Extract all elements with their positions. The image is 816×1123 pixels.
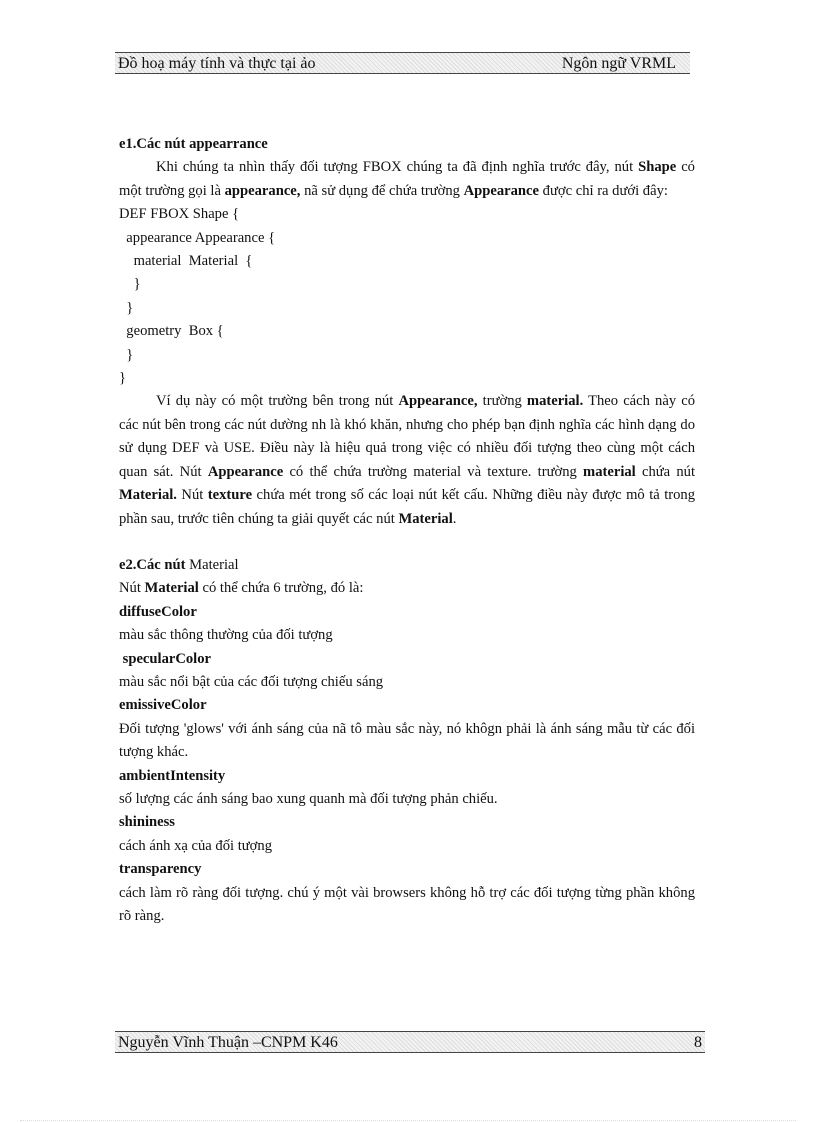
field-name-diffusecolor: diffuseColor: [119, 603, 197, 620]
header-title-right: Ngôn ngữ VRML: [561, 55, 676, 72]
field-desc-diffusecolor: màu sắc thông thường của đối tượng: [119, 627, 333, 644]
code-line: }: [119, 346, 134, 363]
section1-heading: e1.Các nút appearrance: [119, 136, 268, 152]
field-desc-transparency: cách làm rõ ràng đối tượng. chú ý một vài browsers không hỗ trợ các đối tượng từng phần không rõ ràng.: [119, 884, 695, 924]
page-edge-divider: [20, 1120, 796, 1121]
section1-paragraph2: Ví dụ này có một trường bên trong nút Appearance, trường material. Theo cách này có các nút bên trong các nút dường nh là khó khăn, nhưng cho phép bạn định nghĩa các hình dạng do sử dụng DEF và USE. Điều này là hiệu quả trong việc có nhiều đối tượng theo cùng một cách quan sát. Nút Appearance có thể chứa trường material và texture. trường material chứa nút Material. Nút texture chứa mét trong số các loại nút kết cấu. Những điều này được mô tả trong phần sau, trước tiên chúng ta giải quyết các nút Material.: [119, 393, 696, 527]
footer-author: Nguyễn Vĩnh Thuận –CNPM K46: [118, 1034, 338, 1051]
code-line: material Material {: [119, 253, 253, 270]
code-line: }: [119, 299, 134, 316]
document-body: [119, 133, 695, 928]
code-line: }: [119, 370, 127, 387]
field-desc-ambientintensity: số lượng các ánh sáng bao xung quanh mà đối tượng phản chiếu.: [119, 790, 498, 807]
field-desc-shininess: cách ánh xạ của đối tượng: [119, 837, 272, 854]
field-name-emissivecolor: emissiveColor: [119, 697, 207, 714]
page-header: [115, 52, 690, 74]
header-title-left: Đồ hoạ máy tính và thực tại ảo: [118, 55, 316, 72]
page-footer: [115, 1031, 705, 1053]
field-desc-specularcolor: màu sắc nổi bật của các đối tượng chiếu sáng: [119, 673, 384, 690]
code-line: appearance Appearance {: [119, 229, 276, 246]
code-line: }: [119, 276, 141, 293]
code-block: [119, 203, 695, 390]
field-name-specularcolor: specularColor: [119, 650, 212, 667]
field-name-ambientintensity: ambientIntensity: [119, 767, 226, 784]
field-desc-emissivecolor: Đối tượng 'glows' với ánh sáng của nã tô màu sắc này, nó khôgn phải là ánh sáng mẫu từ các đối tượng khác.: [119, 720, 695, 761]
field-name-transparency: transparency: [119, 861, 202, 878]
section2-intro: Nút Material có thể chứa 6 trường, đó là:: [119, 580, 364, 597]
section1-paragraph1: Khi chúng ta nhìn thấy đối tượng FBOX chúng ta đã định nghĩa trước đây, nút Shape có một trường gọi là appearance, nã sử dụng để chứa trường Appearance được chỉ ra dưới đây:: [119, 159, 695, 199]
code-line: geometry Box {: [119, 323, 224, 340]
section2-heading: e2.Các nút Material: [119, 556, 239, 573]
code-line: DEF FBOX Shape {: [119, 206, 240, 223]
page-number: 8: [694, 1034, 702, 1051]
field-name-shininess: shininess: [119, 814, 175, 831]
